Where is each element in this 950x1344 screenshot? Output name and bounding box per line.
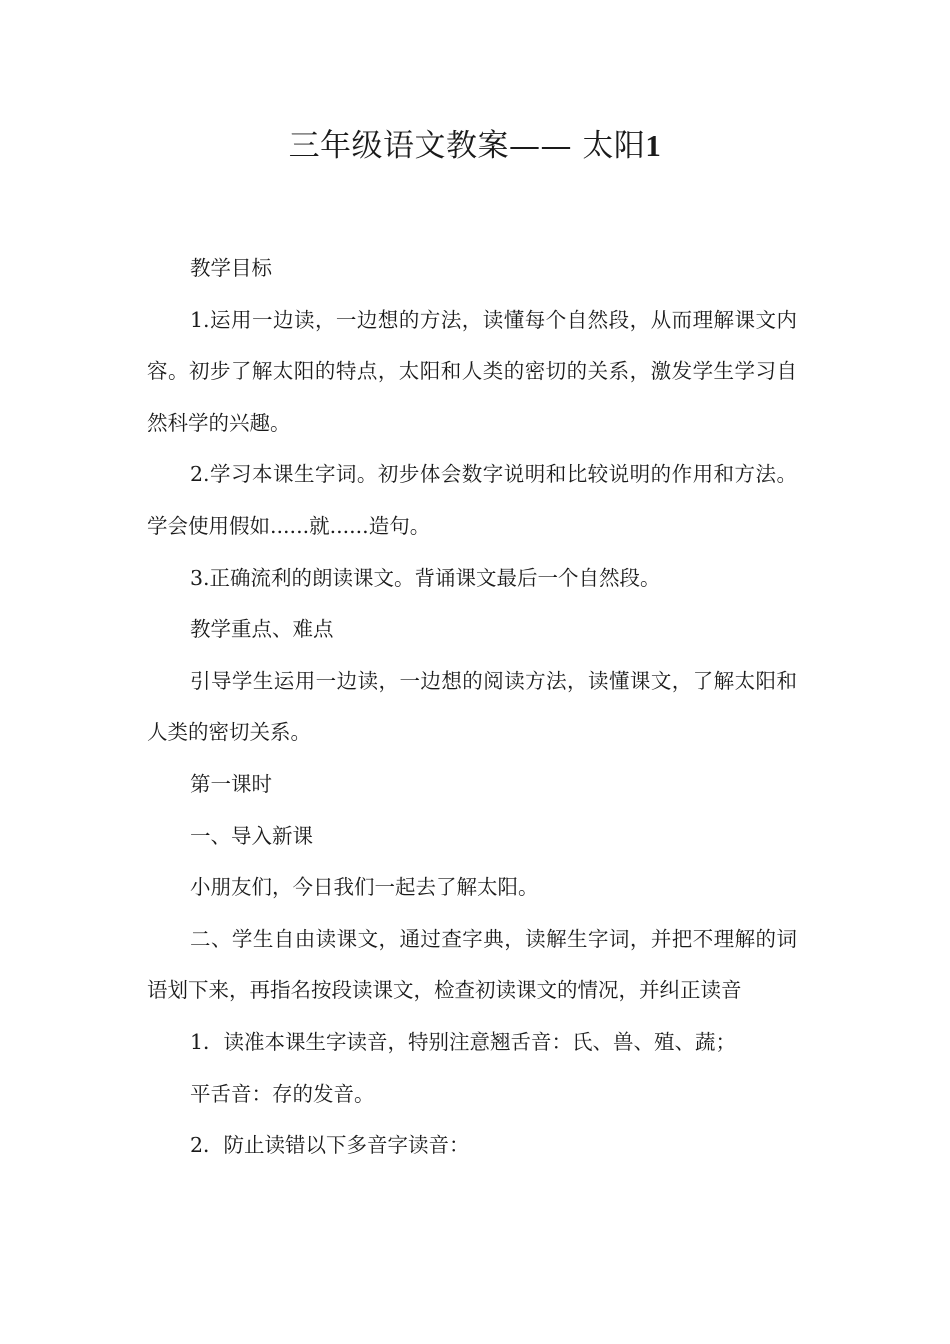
pronunciation-item-1: 1．读准本课生字读音，特别注意翘舌音：氏、兽、殖、蔬； [190,1029,737,1054]
title-number: 1 [645,128,662,163]
heading-teaching-goals: 教学目标 [190,256,272,280]
goal-1-paragraph: 1.运用一边读，一边想的方法，读懂每个自然段，从而理解课文内容。初步了解太阳的特点，太阳和人类的密切的关系，激发学生学习自然科学的兴趣。 [147,307,797,435]
document-title [0,124,950,168]
section-two-paragraph: 二、学生自由读课文，通过查字典，读解生字词，并把不理解的词语划下来，再指名按段读课文，检查初读课文的情况，并纠正读音 [147,926,797,1003]
heading-key-points: 教学重点、难点 [190,617,334,642]
document-body [147,243,797,1172]
title-text: 三年级语文教案—— 太阳 [288,128,646,164]
goal-3-paragraph: 3.正确流利的朗读课文。背诵课文最后一个自然段。 [190,565,661,590]
key-points-paragraph: 引导学生运用一边读，一边想的阅读方法，读懂课文，了解太阳和人类的密切关系。 [147,668,797,745]
goal-2-paragraph: 2.学习本课生字词。初步体会数字说明和比较说明的作用和方法。学会使用假如......就......造句。 [147,462,797,538]
introduction-paragraph: 小朋友们，今日我们一起去了解太阳。 [190,875,539,900]
heading-introduction: 一、导入新课 [190,823,313,848]
pronunciation-item-2: 2．防止读错以下多音字读音： [190,1133,470,1158]
pronunciation-item-1-continued: 平舌音：存的发音。 [190,1081,375,1106]
heading-first-lesson: 第一课时 [190,771,272,796]
